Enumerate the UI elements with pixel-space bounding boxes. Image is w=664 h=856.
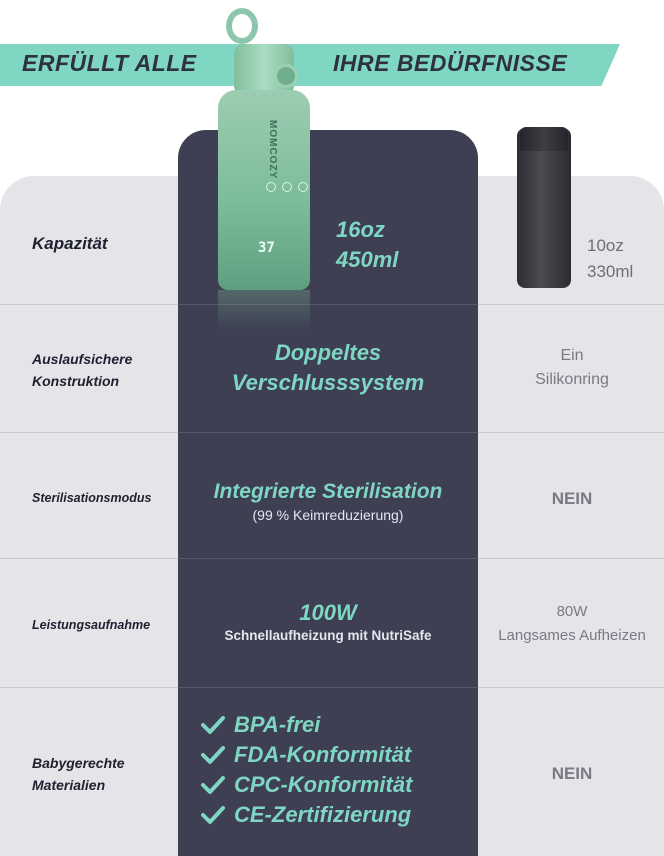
checklist-text: CPC-Konformität — [234, 772, 413, 797]
bottle-display: 37 — [258, 240, 275, 256]
bottle-body — [218, 90, 310, 290]
value-subline: Schnellaufheizung mit NutriSafe — [224, 628, 432, 643]
value-subline: (99 % Keimreduzierung) — [252, 507, 404, 523]
value-line: Silikonring — [535, 371, 609, 388]
capacity-main-value — [336, 215, 398, 275]
capacity-other-value — [587, 233, 633, 285]
power-button-icon — [266, 182, 276, 192]
settings-button-icon — [298, 182, 308, 192]
label-line: Materialien — [32, 777, 106, 793]
check-icon — [200, 714, 226, 736]
power-other-value — [480, 600, 664, 648]
product-bottle-image — [214, 8, 314, 328]
headline-right: IHRE BEDÜRFNISSE — [333, 50, 568, 76]
checklist-text: CE-Zertifizierung — [234, 802, 412, 827]
bottle-knob — [274, 64, 298, 88]
other-capacity-oz: 10oz — [587, 236, 624, 255]
row-label-leakproof — [32, 348, 132, 392]
check-icon — [200, 774, 226, 796]
leakproof-main-value — [178, 338, 478, 398]
value-line: Langsames Aufheizen — [498, 627, 646, 644]
competitor-bottle-cap — [520, 127, 568, 151]
row-label-power: Leistungsaufnahme — [32, 618, 151, 632]
sterilisation-main-value — [178, 477, 478, 523]
checklist-text: FDA-Konformität — [234, 742, 412, 767]
column-divider — [178, 432, 478, 433]
row-label-sterilisation: Sterilisationsmodus — [32, 491, 152, 505]
value-line: 100W — [299, 600, 357, 625]
checklist-text: BPA-frei — [234, 712, 321, 737]
bottle-ring — [226, 8, 258, 44]
value-line: Doppeltes — [274, 340, 382, 365]
sterilisation-other-value: NEIN — [551, 489, 593, 508]
materials-other-value: NEIN — [551, 764, 593, 783]
checklist-item — [200, 770, 412, 800]
column-divider — [178, 687, 478, 688]
checklist-item — [200, 800, 412, 830]
value-line: 80W — [556, 603, 588, 620]
label-line: Babygerechte — [32, 755, 125, 771]
capacity-oz: 16oz — [336, 217, 385, 242]
checklist-item — [200, 710, 412, 740]
value-line: Verschlusssystem — [231, 370, 425, 395]
value-line: Ein — [560, 347, 584, 364]
power-main-value — [178, 598, 478, 643]
check-icon — [200, 804, 226, 826]
row-label-capacity: Kapazität — [32, 234, 108, 253]
other-capacity-ml: 330ml — [587, 262, 634, 281]
bottle-reflection — [218, 290, 310, 330]
bottle-brand: MOMCOZY — [267, 120, 278, 180]
headline-left: ERFÜLLT ALLE — [22, 50, 197, 76]
competitor-bottle-image — [517, 128, 571, 288]
column-divider — [178, 558, 478, 559]
capacity-ml: 450ml — [336, 247, 399, 272]
row-label-materials — [32, 752, 125, 796]
label-line: Konstruktion — [32, 373, 120, 389]
label-line: Auslaufsichere — [32, 351, 133, 367]
mode-button-icon — [282, 182, 292, 192]
checklist-item — [200, 740, 412, 770]
check-icon — [200, 744, 226, 766]
leakproof-other-value — [480, 344, 664, 392]
value-line: Integrierte Sterilisation — [213, 480, 443, 503]
materials-checklist — [200, 710, 412, 830]
